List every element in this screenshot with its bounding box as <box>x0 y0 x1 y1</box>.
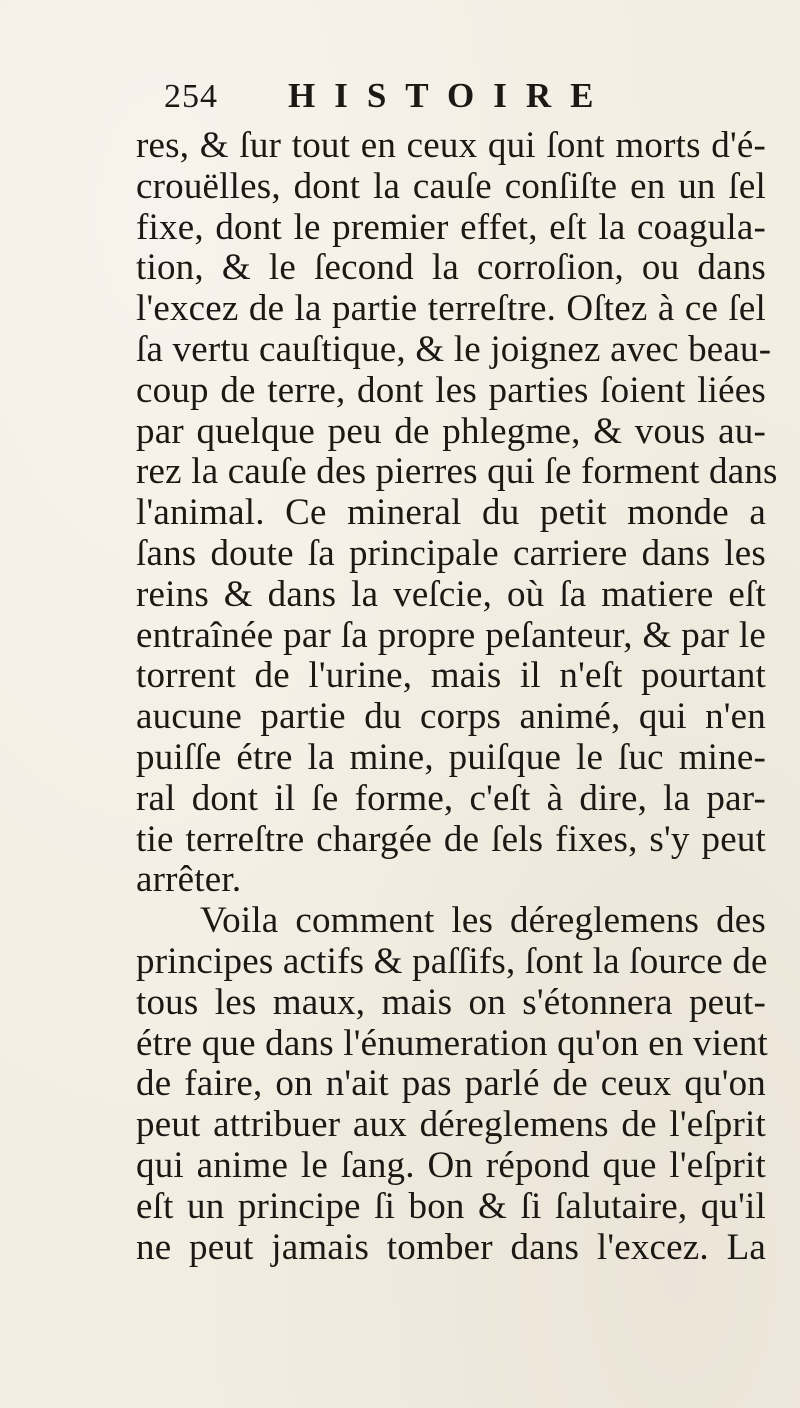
text-line: puiſſe étre la mine, puiſque le ſuc mine- <box>136 736 766 778</box>
text-line: ne peut jamais tomber dans l'excez. La <box>136 1226 766 1268</box>
text-line: entraînée par ſa propre peſanteur, & par le <box>136 614 766 656</box>
paragraph-first-line: Voila comment les déreglemens des <box>200 900 766 942</box>
text-line: ral dont il ſe forme, c'eſt à dire, la par- <box>136 777 766 819</box>
text-line: crouëlles, dont la cauſe conſiſte en un ſel <box>136 165 766 207</box>
text-line: l'excez de la partie terreſtre. Oſtez à ce ſel <box>136 288 766 330</box>
text-line: étre que dans l'énumeration qu'on en vient <box>136 1022 769 1064</box>
text-line: rez la cauſe des pierres qui ſe forment dans <box>136 451 778 493</box>
text-line: tie terreſtre chargée de ſels fixes, s'y peut <box>136 818 766 860</box>
text-line: par quelque peu de phlegme, & vous au- <box>136 410 766 452</box>
text-line: qui anime le ſang. On répond que l'eſprit <box>136 1144 766 1186</box>
running-title: HISTOIRE <box>288 76 613 115</box>
text-line: fixe, dont le premier effet, eſt la coagula- <box>136 206 766 248</box>
running-head <box>160 72 680 120</box>
body-text <box>136 126 776 1268</box>
text-line: l'animal. Ce mineral du petit monde a <box>136 492 766 534</box>
text-line: peut attribuer aux déreglemens de l'eſprit <box>136 1104 766 1146</box>
text-line: coup de terre, dont les parties ſoient liées <box>136 369 766 411</box>
page-number: 254 <box>164 78 218 115</box>
text-line: res, & ſur tout en ceux qui ſont morts d'é- <box>136 125 766 166</box>
text-line: reins & dans la veſcie, où ſa matiere eſt <box>136 573 766 615</box>
text-line: principes actifs & paſſifs, ſont la ſource de <box>136 940 768 982</box>
text-line: aucune partie du corps animé, qui n'en <box>136 696 766 738</box>
text-line: tion, & le ſecond la corroſion, ou dans <box>136 247 766 289</box>
text-line: tous les maux, mais on s'étonnera peut- <box>136 981 766 1023</box>
text-line: ſans doute ſa principale carriere dans les <box>136 532 766 574</box>
text-line: de faire, on n'ait pas parlé de ceux qu'on <box>136 1063 766 1105</box>
text-line: torrent de l'urine, mais il n'eſt pourtant <box>136 655 766 697</box>
text-line: arrêter. <box>136 859 242 901</box>
text-line: eſt un principe ſi bon & ſi ſalutaire, qu'il <box>136 1185 766 1227</box>
text-line: ſa vertu cauſtique, & le joignez avec beau- <box>136 328 772 370</box>
